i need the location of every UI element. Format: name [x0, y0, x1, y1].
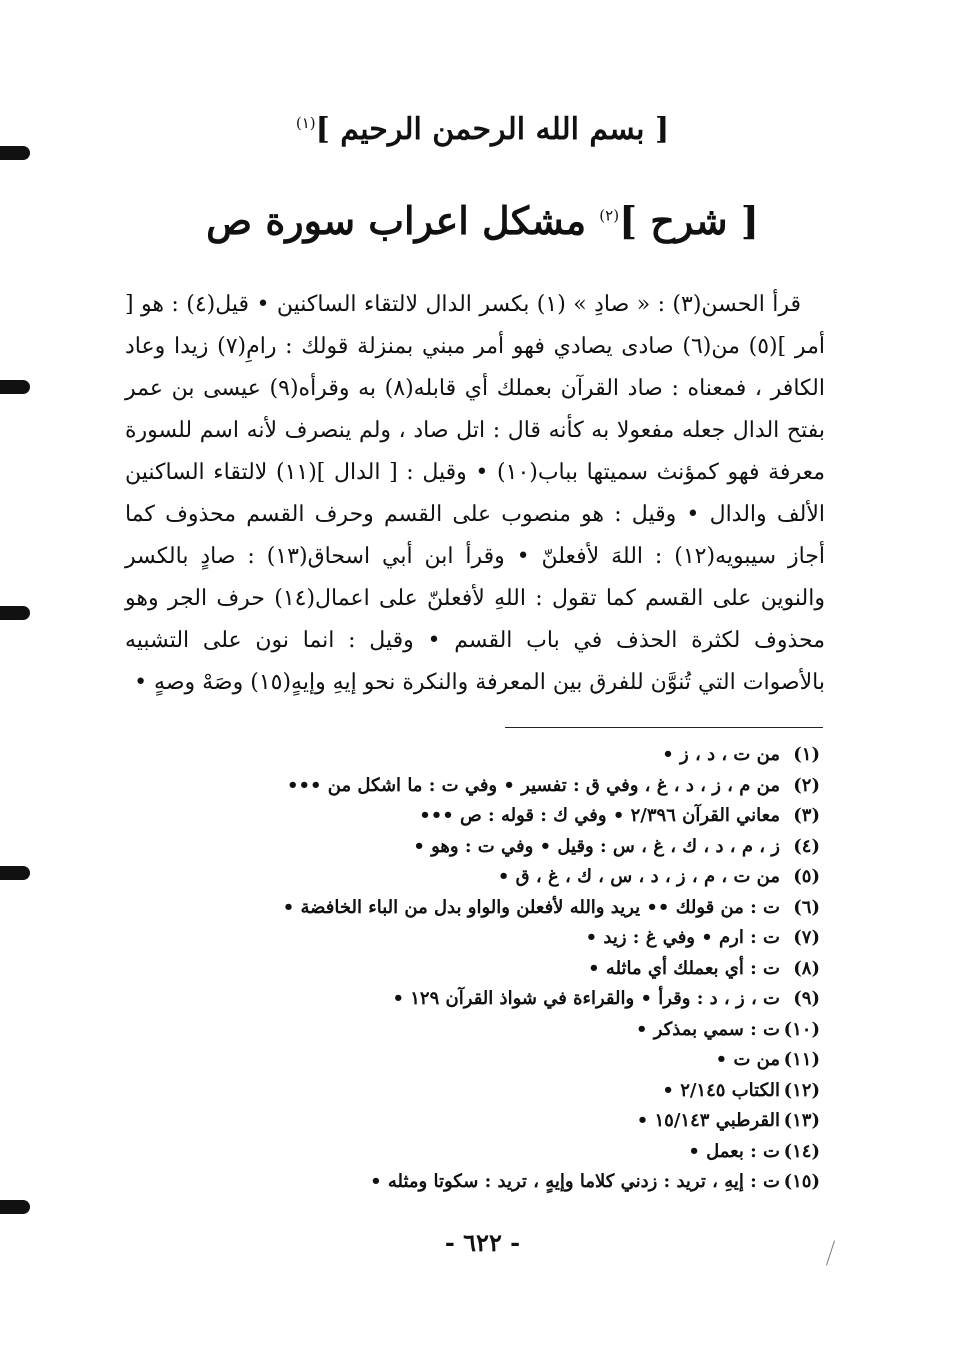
footnote-item [130, 740, 820, 771]
footnote-divider [505, 727, 823, 728]
footnote-item [130, 832, 820, 863]
title-text: مشكل اعراب سورة ص [206, 198, 600, 243]
main-paragraph: قرأ الحسن(٣) : « صادِ » (١) بكسر الدال لالتقاء الساكنين • قيل(٤) : هو [ أمر ](٥) من(٦) صادى يصادي فهو أمر مبني بمنزلة قولك : رامِ(٧) زيدا وعاد الكافر ، فمعناه : صاد القرآن بعملك أي قابله(٨) به وقرأه(٩) عيسى بن عمر بفتح الدال جعله مفعولا به كأنه قال : اتل صاد ، ولم ينصرف لأنه اسم للسورة معرفة فهو كمؤنث سميتها بباب(١٠) • وقيل : [ الدال ](١١) لالتقاء الساكنين الألف والدال • وقيل : هو منصوب على القسم وحرف القسم محذوف كما أجاز سيبويه(١٢) : اللهَ لأفعلنّ • وقرأ ابن أبي اسحاق(١٣) : صادٍ بالكسر والنوين على القسم كما تقول : اللهِ لأفعلنّ على اعمال(١٤) حرف الجر وهو محذوف لكثرة الحذف في باب القسم • وقيل : انما نون على التشبيه بالأصوات التي تُنوَّن للفرق بين المعرفة والنكرة نحو إيهِ وإيهٍ(١٥) وصَهْ وصهٍ • [125, 292, 826, 695]
footnote-number: (٨) [793, 957, 820, 979]
footnote-number: (١٤) [783, 1140, 820, 1162]
page-edge-mark [0, 146, 30, 160]
footnotes-list [130, 740, 820, 1198]
main-text [125, 284, 825, 704]
page-edge-mark [0, 866, 30, 880]
footnote-item [130, 923, 820, 954]
footnote-text: ز ، م ، د ، ك ، غ ، س : وقيل • وفي ت : وهو • [413, 835, 780, 857]
footnote-number: (٧) [793, 927, 820, 948]
footnote-text: معاني القرآن ٢/٣٩٦ • وفي ك : قوله : ص ••• [419, 805, 780, 826]
footnote-text: ت : أي بعملك أي ماثله • [588, 957, 780, 979]
footnote-text: من ت ، د ، ز • [662, 744, 780, 765]
footnote-item [130, 1137, 820, 1168]
footnote-number: (٤) [793, 835, 820, 857]
footnote-number: (٩) [793, 988, 820, 1009]
footnote-number: (١٠) [783, 1018, 820, 1040]
basmala-footnote-ref: (١) [295, 114, 316, 132]
footnote-number: (١٢) [783, 1079, 820, 1101]
footnote-number: (١٥) [783, 1171, 820, 1192]
page-edge-mark [0, 1200, 30, 1214]
page-edge-mark [0, 380, 30, 394]
footnote-item [130, 1076, 820, 1107]
footnote-text: ت : بعمل • [688, 1140, 780, 1162]
title-footnote-ref: (٢) [599, 206, 620, 225]
page-edge-mark [0, 606, 30, 620]
footnote-item [130, 984, 820, 1015]
basmala-text: [ بسم الله الرحمن الرحيم ] [315, 112, 670, 147]
footnote-item [130, 954, 820, 985]
basmala-heading [140, 112, 825, 147]
footnote-text: ت : ارم • وفي غ : زيد • [585, 927, 780, 948]
footnote-number: (٣) [793, 805, 820, 826]
footnote-text: الكتاب ٢/١٤٥ • [662, 1079, 780, 1101]
footnote-text: ت ، ز ، د : وقرأ • والقراءة في شواذ القرآن ١٢٩ • [392, 988, 780, 1009]
title-bracket-word: [ شرح ] [619, 198, 759, 243]
footnote-text: ت : إيهِ ، تريد : زدني كلاما وإيهٍ ، تريد : سكوتا ومثله • [370, 1171, 780, 1192]
footnote-text: من ت • [715, 1049, 780, 1070]
footnote-item [130, 801, 820, 832]
footnote-item [130, 893, 820, 924]
footnote-text: القرطبي ١٥/١٤٣ • [636, 1110, 780, 1131]
footnote-text: ت : من قولك •• يريد والله لأفعلن والواو بدل من الباء الخافضة • [282, 896, 780, 918]
chapter-title [140, 198, 825, 243]
footnote-item [130, 1045, 820, 1076]
footnote-number: (١١) [783, 1049, 820, 1070]
footnote-text: ت : سمي بمذكر • [635, 1018, 780, 1040]
footnote-number: (٢) [793, 774, 820, 796]
footnote-item [130, 1167, 820, 1198]
footnote-number: (٥) [793, 866, 820, 887]
page-number: - ٦٢٢ - [444, 1228, 521, 1257]
footnote-item [130, 771, 820, 802]
footnote-number: (١٣) [783, 1110, 820, 1131]
footnote-item [130, 862, 820, 893]
footnote-item [130, 1015, 820, 1046]
footnote-text: من ت ، م ، ز ، د ، س ، ك ، غ ، ق • [497, 866, 780, 887]
footnote-item [130, 1106, 820, 1137]
footnote-number: (١) [793, 744, 820, 765]
footnote-text: من م ، ز ، د ، غ ، وفي ق : تفسير • وفي ت : ما اشكل من ••• [287, 774, 780, 796]
footnote-number: (٦) [793, 896, 820, 918]
